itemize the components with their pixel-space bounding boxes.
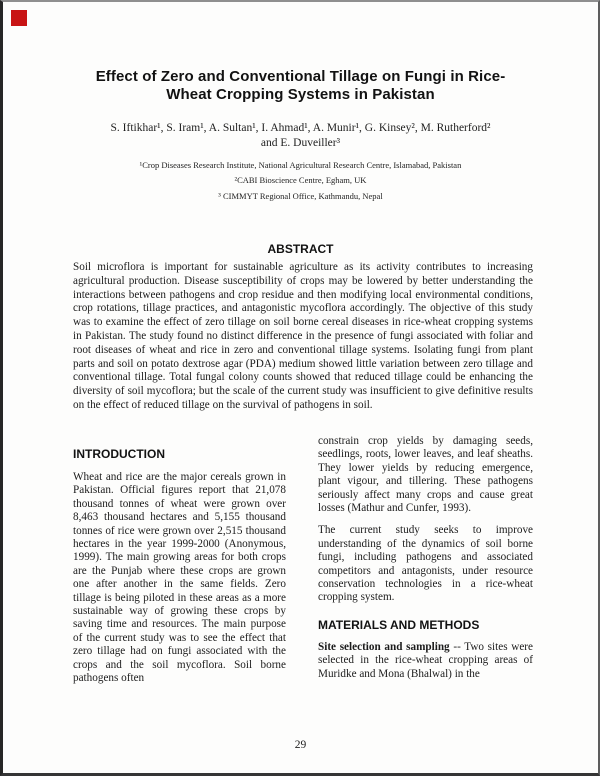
abstract-text: Soil microflora is important for sustainable agriculture as its activity contributes to increasing agricultural production. Disease susceptibility of crops may be lowered by better understanding the interactions between pathogens and crop residue and then modifying local environmental conditions, crop rotations, tillage practices, and antagonistic mycoflora accordingly. The objective of this study was to examine the effect of zero tillage on soil borne cereal diseases in rice-wheat cropping systems in Pakistan. The study found no distinct difference in the presence of fungi associated with foliar and root diseases of wheat and rice in zero and conventional tillage systems. Isolating fungi from plant parts and soil on potato dextrose agar (PDA) medium showed little variation between zero tillage and conventional tillage. Total fungal colony counts showed that reduced tillage could be enhancing the diversity of soil mycoflora; but the scale of the current study was insufficient to give definitive results on the effect of reduced tillage on the survival of pathogens in soil. [73, 261, 533, 411]
author-line1: S. Iftikhar¹, S. Iram¹, A. Sultan¹, I. Ahmad¹, A. Munir¹, G. Kinsey², M. Rutherford² [110, 122, 491, 134]
page-title-line1: Effect of Zero and Conventional Tillage on Fungi in Rice- [95, 68, 506, 85]
red-square-marker [11, 10, 27, 26]
page-title [3, 68, 598, 104]
affiliation-1: ¹Crop Diseases Research Institute, National Agricultural Research Centre, Islamabad, Pakistan [139, 160, 462, 170]
affiliation-3: ³ CIMMYT Regional Office, Kathmandu, Nepal [218, 190, 383, 201]
author-line2: and E. Duveiller³ [260, 137, 341, 149]
introduction-paragraph: Wheat and rice are the major cereals grown in Pakistan. Official figures report that 21,078 thousand tonnes of wheat were grown over 8,463 thousand hectares and 5,155 thousand tonnes of rice were grown over 2,515 thousand hectares in the year 1999-2000 (Anonymous, 1999). The main growing areas for both crops are the Punjab where these crops are grown one after another in the same fields. Zero tillage is being piloted in these areas as a more sustainable way of growing these crops by saving time and resources. The main purpose of the current study was to see the effect that zero tillage had on fungi associated with the crops and the soil mycoflora. Soil borne pathogens often [73, 471, 286, 685]
page-number: 29 [294, 739, 307, 751]
site-selection-paragraph [318, 641, 533, 681]
site-selection-lead: Site selection and sampling [318, 640, 450, 653]
affiliation-2: ²CABI Bioscience Centre, Egham, UK [234, 175, 367, 186]
left-column [73, 432, 286, 695]
site-selection-text: -- Two sites were selected in the rice-wheat cropping areas of Muridke and Mona (Bhalwal) in the [318, 640, 533, 680]
pathogens-paragraph: constrain crop yields by damaging seeds, seedlings, roots, lower leaves, and leaf sheaths. They lower yields by reducing emergence, plant vigour, and tillering. These pathogens seriously affect many crops and cause great losses (Mathur and Cunfer, 1993). [318, 435, 533, 515]
affiliations [3, 158, 598, 204]
page-title-line2: Wheat Cropping Systems in Pakistan [166, 86, 435, 103]
introduction-heading: INTRODUCTION [73, 447, 165, 461]
two-column-body [73, 432, 533, 695]
study-aim-paragraph: The current study seeks to improve understanding of the dynamics of soil borne fungi, including pathogens and associated competitors and antagonists, under resource conservation technologies in a rice-wheat cropping system. [318, 524, 533, 604]
right-column [318, 432, 533, 695]
author-list [3, 121, 598, 151]
abstract-heading: ABSTRACT [267, 242, 334, 256]
methods-heading: MATERIALS AND METHODS [318, 617, 480, 632]
